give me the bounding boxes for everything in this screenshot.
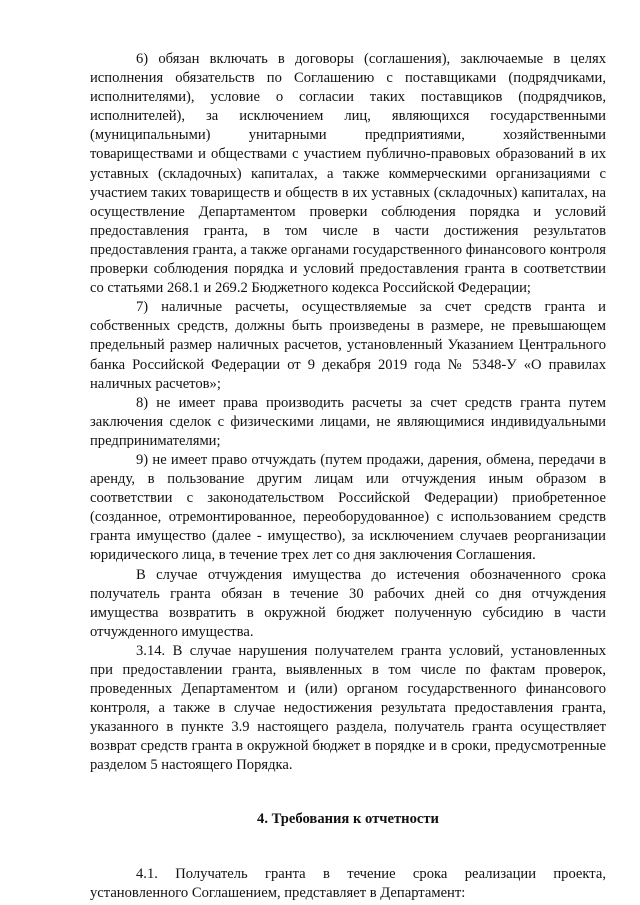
section-heading: 4. Требования к отчетности [257,810,439,827]
document-page [90,50,606,903]
paragraph-4-1: 4.1. Получатель гранта в течение срока реализации проекта, установленного Соглашением, представляет в Департамент: [90,865,606,901]
paragraph-alienation: В случае отчуждения имущества до истечения обозначенного срока получатель гранта обязан в течение 30 рабочих дней со дня отчуждения имущества возвратить в окружной бюджет полученную субсидию в части отчужденного имущества. [90,566,606,640]
paragraph-item-7: 7) наличные расчеты, осуществляемые за счет средств гранта и собственных средств, должны быть произведены в размере, не превышающем предельный размер наличных расчетов, установленный Указанием Центрального банка Российской Федерации от 9 декабря 2019 года № 5348-У «О правилах наличных расчетов»; [90,299,606,392]
paragraph-item-6: 6) обязан включать в договоры (соглашения), заключаемые в целях исполнения обязательств по Соглашению с поставщиками (подрядчиками, исполнителями), условие о согласии таких поставщиков (подрядчиков, исполнителей), за исключением лиц, являющихся государственными (муниципальными) унитарными предприятиями, хозяйственными товариществами и обществами с участием публично-правовых образований в их уставных (складочных) капиталах, а также коммерческими организациями с участием таких товариществ и обществ в их уставных (складочных) капиталах, на осуществление Департаментом проверки соблюдения порядка и условий предоставления гранта, в том числе в части достижения результатов предоставления гранта, а также органами государственного финансового контроля проверки соблюдения порядка и условий предоставления гранта в соответствии со статьями 268.1 и 269.2 Бюджетного кодекса Российской Федерации; [90,51,606,297]
paragraph-item-9: 9) не имеет право отчуждать (путем продажи, дарения, обмена, передачи в аренду, в пользование другим лицам или отчуждения иным образом в соответствии с законодательством Российской Федерации) приобретенное (созданное, отремонтированное, переоборудованное) с использованием средств гранта имущество (далее - имущество), за исключением случаев реорганизации юридического лица, в течение трех лет со дня заключения Соглашения. [90,451,606,564]
paragraph-3-14: 3.14. В случае нарушения получателем гранта условий, установленных при предоставлении гранта, выявленных в том числе по фактам проверок, проведенных Департаментом и (или) органом государственного финансового контроля, а также в случае недостижения результата предоставления гранта, указанного в пункте 3.9 настоящего раздела, получатель гранта осуществляет возврат средств гранта в окружной бюджет в порядке и в сроки, предусмотренные разделом 5 настоящего Порядка. [90,642,606,774]
paragraph-item-8: 8) не имеет права производить расчеты за счет средств гранта путем заключения сделок с физическими лицами, не являющимися индивидуальными предпринимателями; [90,394,606,449]
